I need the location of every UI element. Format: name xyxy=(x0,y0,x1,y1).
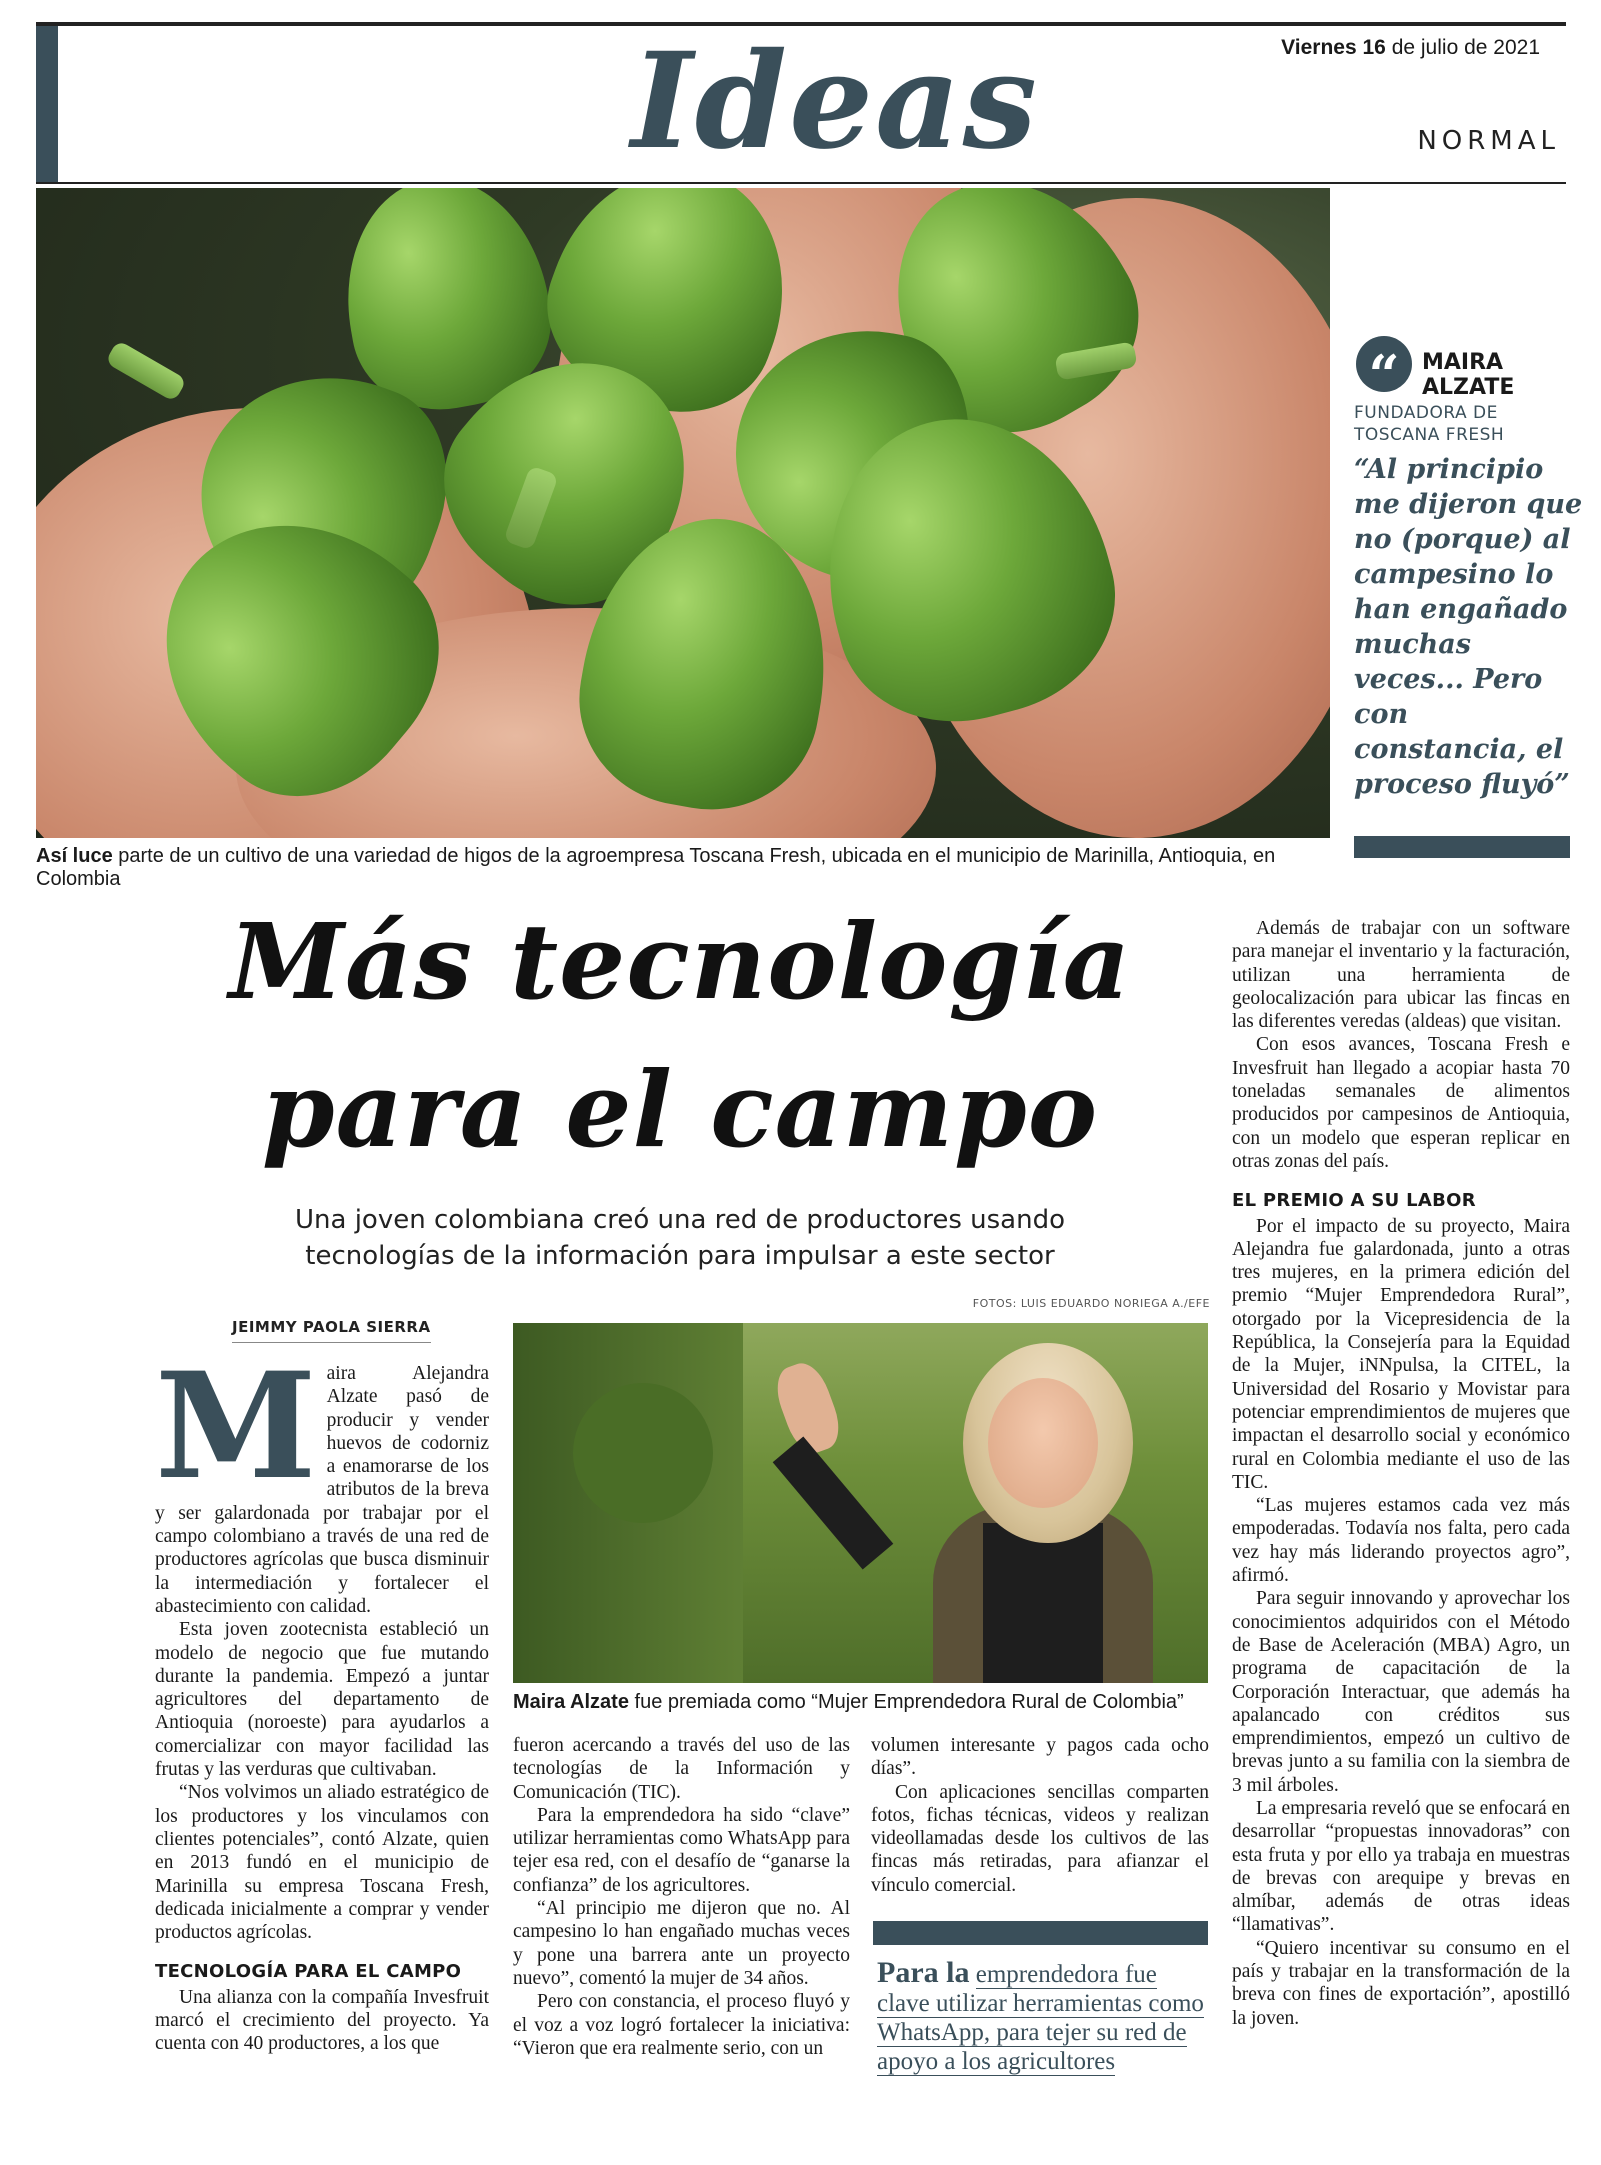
article-column-1 xyxy=(155,1341,489,2056)
dropcap: M xyxy=(155,1341,317,1512)
paragraph: fueron acercando a través del uso de las tecnologías de la Información y Comunicación (TIC). xyxy=(513,1735,850,1803)
paragraph: Además de trabajar con un software para manejar el inventario y la facturación, utilizan una herramienta de geolocalización para ubicar las fincas en las diferentes veredas (aldeas) que visitan. xyxy=(1232,918,1570,1033)
paragraph: Con esos avances, Toscana Fresh e Invesfruit han llegado a acopiar hasta 70 toneladas semanales de alimentos producidos por campesinos de Antioquia, con un modelo que esperan replicar en otras zonas del país. xyxy=(1232,1034,1570,1172)
leaves xyxy=(573,1383,713,1523)
paragraph: Para la emprendedora ha sido “clave” utilizar herramientas como WhatsApp para tejer esa red, con el desafío de “ganarse la confianza” de los agricultores. xyxy=(513,1804,850,1896)
section-color-bar xyxy=(36,26,58,184)
portrait-photo xyxy=(513,1323,1208,1683)
photo-credit: FOTOS: LUIS EDUARDO NORIEGA A./EFE xyxy=(972,1297,1210,1310)
paragraph: Una alianza con la compañía Invesfruit marcó el crecimiento del proyecto. Ya cuenta con 40 productores, a los que xyxy=(155,1986,489,2055)
quote-author xyxy=(1422,350,1582,400)
face xyxy=(988,1378,1098,1508)
pull-quote-text: emprendedora fue clave utilizar herramientas como WhatsApp, para tejer su red de apoyo a los agricultores xyxy=(877,1961,1204,2075)
paragraph: La empresaria reveló que se enfocará en desarrollar “propuestas innovadoras” con esta fruta y por ello ya trabaja en muestras de brevas con arequipe y brevas en almíbar, además de otras ideas “llamativas”. xyxy=(1232,1797,1570,1936)
section-title: Ideas xyxy=(631,24,1039,179)
article-column-3 xyxy=(871,1734,1209,1897)
fig-stem xyxy=(105,340,187,403)
hero-caption-text: parte de un cultivo de una variedad de higos de la agroempresa Toscana Fresh, ubicada en el municipio de Marinilla, Antioquia, en Colombia xyxy=(36,845,1276,890)
paragraph: Por el impacto de su proyecto, Maira Alejandra fue galardonada, junto a otras tres mujeres, en la primera edición del premio “Mujer Emprendedora Rural”, otorgado por la Vicepresidencia de la República, la Consejería para la Equidad de la Mujer, iNNpulsa, la CITEL, la Universidad del Rosario y Movistar para potenciar emprendimientos de mujeres que impactan el desarrollo social y económico rural en Colombia mediante el uso de las TIC. xyxy=(1232,1215,1570,1493)
headline-line2: para el campo xyxy=(261,1048,1099,1171)
arm xyxy=(773,1437,894,1570)
paragraph: Para seguir innovando y aprovechar los conocimientos adquiridos con el Método de Base de Aceleración (MBA) Agro, un programa de capacitación de la Corporación Interactuar, que además ha apalancado con créditos sus emprendimientos, empezó un cultivo de brevas junto a su familia con la siembra de 3 mil árboles. xyxy=(1232,1588,1570,1796)
pull-quote-lead: Para la xyxy=(877,1956,970,1989)
headline-line1: Más tecnología xyxy=(228,900,1132,1023)
quote-role-line1: FUNDADORA DE xyxy=(1354,403,1498,423)
edition-label: NORMAL xyxy=(1417,126,1560,156)
article-column-4 xyxy=(1232,917,1570,2030)
quote-icon: “ xyxy=(1356,336,1412,392)
quote-role-line2: TOSCANA FRESH xyxy=(1354,425,1505,445)
deck-line2: tecnologías de la información para impulsar a este sector xyxy=(305,1241,1055,1271)
portrait-caption-lead: Maira Alzate xyxy=(513,1691,629,1713)
paragraph: Con aplicaciones sencillas comparten fotos, fichas técnicas, videos y realizan videollamadas desde los cultivos de las fincas más retiradas, para afianzar el vínculo comercial. xyxy=(871,1781,1209,1896)
article-column-2 xyxy=(513,1734,850,2060)
quote-author-line2: ALZATE xyxy=(1422,375,1515,400)
quote-author-role xyxy=(1354,402,1584,446)
quote-text: “Al principio me dijeron que no (porque) al campesino lo han engañado muchas veces... Pero con constancia, el proceso fluyó” xyxy=(1354,454,1583,800)
portrait-caption xyxy=(513,1691,1213,1714)
date-rest: de julio de 2021 xyxy=(1391,36,1540,59)
hero-caption-lead: Así luce xyxy=(36,845,113,867)
pull-quote-bar xyxy=(873,1921,1208,1945)
hero-photo xyxy=(36,188,1330,838)
paragraph: “Nos volvimos un aliado estratégico de los productores y los vinculamos con clientes potenciales”, contó Alzate, quien en 2013 fundó en el municipio de Marinilla su empresa Toscana Fresh, dedicada inicialmente a comprar y vender productos agrícolas. xyxy=(155,1782,489,1944)
header-rule xyxy=(36,182,1566,184)
paragraph: “Al principio me dijeron que no. Al campesino lo han engañado muchas veces y pone una barrera ante un proyecto nuevo”, comentó la mujer de 34 años. xyxy=(513,1898,850,1989)
quote-bar xyxy=(1354,836,1570,858)
subhead: TECNOLOGÍA PARA EL CAMPO xyxy=(155,1961,462,1983)
issue-date xyxy=(1270,36,1540,60)
pull-quote xyxy=(877,1958,1207,2076)
paragraph: aira Alejandra Alzate pasó de producir y vender huevos de codorniz a enamorarse de los atributos de la breva y ser galardonada por trabajar por el campo colombiano a través de una red de productores agrícolas que busca disminuir la intermediación y fortalecer el abastecimiento con calidad. xyxy=(155,1363,489,1617)
paragraph: “Las mujeres estamos cada vez más empoderadas. Todavía nos falta, pero cada vez hay más liderando proyectos agro”, afirmó. xyxy=(1232,1495,1570,1587)
paragraph: volumen interesante y pagos cada ocho días”. xyxy=(871,1735,1209,1780)
headline xyxy=(180,888,1180,1184)
subhead: EL PREMIO A SU LABOR xyxy=(1232,1190,1476,1212)
deck xyxy=(260,1202,1100,1274)
portrait-caption-text: fue premiada como “Mujer Emprendedora Rural de Colombia” xyxy=(634,1691,1184,1713)
shirt xyxy=(983,1523,1103,1683)
deck-line1: Una joven colombiana creó una red de productores usando xyxy=(294,1205,1066,1235)
byline: JEIMMY PAOLA SIERRA xyxy=(232,1318,431,1343)
paragraph: Pero con constancia, el proceso fluyó y el voz a voz logró fortalecer la iniciativa: “Vieron que era realmente serio, con un xyxy=(513,1991,850,2059)
hero-caption xyxy=(36,845,1330,891)
quote-author-line1: MAIRA xyxy=(1422,350,1504,375)
paragraph: “Quiero incentivar su consumo en el país y trabajar en la transformación de la breva con fines de exportación”, apostilló la joven. xyxy=(1232,1937,1570,2029)
paragraph: Esta joven zootecnista estableció un modelo de negocio que fue mutando durante la pandemia. Empezó a juntar agricultores del departamento de Antioquia (noroeste) para ayudarlos a comercializar con mayor facilidad las frutas y las verduras que cultivaban. xyxy=(155,1619,489,1781)
date-day: Viernes 16 xyxy=(1281,36,1386,59)
